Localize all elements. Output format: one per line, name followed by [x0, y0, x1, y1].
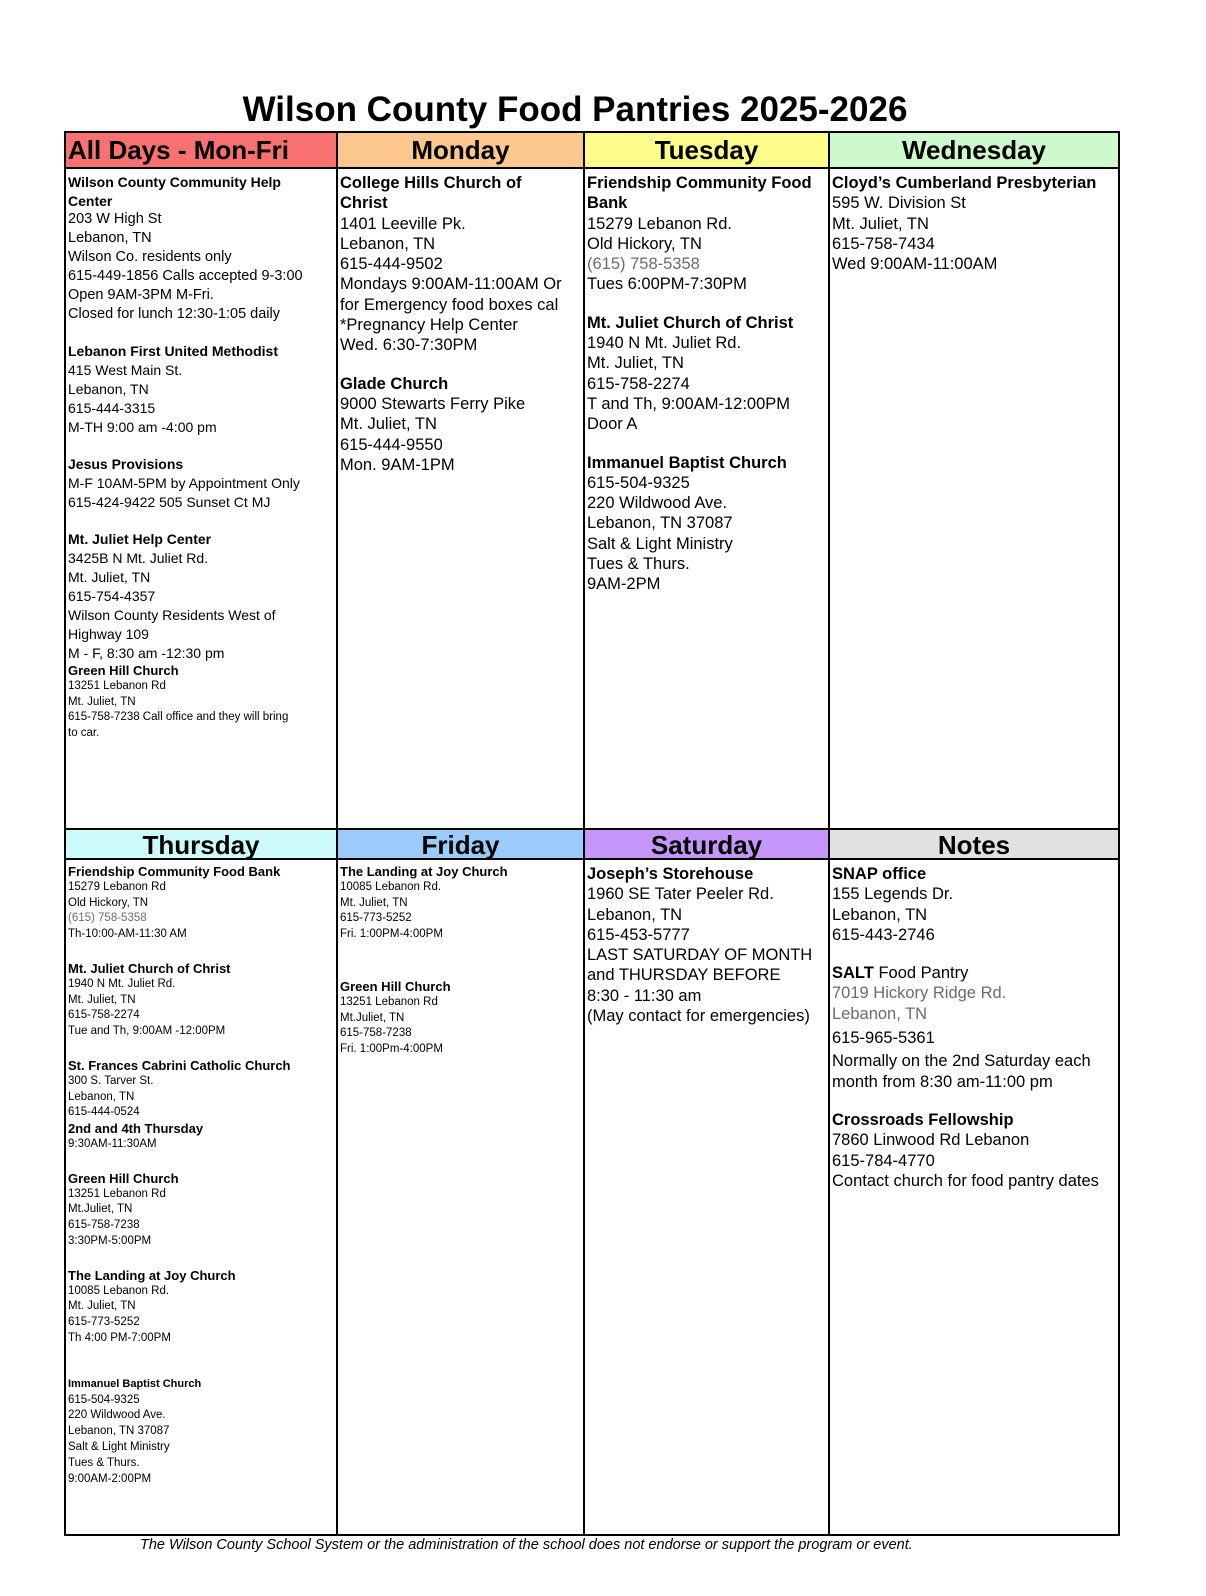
listing-detail-line: Closed for lunch 12:30-1:05 daily	[68, 306, 280, 322]
listing-salt-food-pantry	[832, 963, 1116, 1092]
listing-detail-line: 7860 Linwood Rd Lebanon	[832, 1131, 1030, 1150]
listing-detail-line: Mt. Juliet, TN	[340, 896, 408, 909]
listing-details	[587, 884, 826, 1026]
listing-detail-line: 595 W. Division St	[832, 194, 966, 213]
listing-details	[68, 474, 334, 512]
listing-detail-line: 615-758-7238	[68, 1219, 140, 1232]
listing-detail-line: 10085 Lebanon Rd.	[68, 1284, 170, 1297]
header-tuesday: Tuesday	[585, 133, 830, 169]
listing-hours: Tues 6:00PM-7:30PM	[587, 275, 747, 294]
listing-detail-line: Lebanon, TN	[68, 381, 149, 397]
listing-address: 15279 Lebanon Rd	[68, 880, 166, 893]
listing-cloyds-cumberland-presbyterian	[832, 173, 1116, 274]
listing-detail-line: Mt. Juliet, TN	[68, 993, 136, 1006]
listing-detail-line: and THURSDAY BEFORE	[587, 966, 781, 985]
listing-detail-line: 155 Legends Dr.	[832, 885, 954, 904]
listing-detail-line: 415 West Main St.	[68, 362, 183, 378]
listing-name-rest: Food Pantry	[873, 964, 969, 983]
listing-name: Friendship Community Food	[587, 174, 812, 192]
listing-detail-line: 615-424-9422 505 Sunset Ct MJ	[68, 494, 271, 510]
listing-name: Crossroads Fellowship	[832, 1110, 1014, 1129]
listing-details	[68, 977, 334, 1040]
listing-detail-line: 615-504-9325	[587, 473, 690, 492]
listing-address: 7019 Hickory Ridge Rd.	[832, 984, 1007, 1003]
listing-detail-line: Mt.Juliet, TN	[68, 1203, 133, 1216]
listing-detail-line: 9000 Stewarts Ferry Pike	[340, 394, 526, 413]
listing-detail-line: LAST SATURDAY OF MONTH	[587, 946, 813, 965]
header-saturday: Saturday	[585, 828, 830, 860]
listing-detail-line: 13251 Lebanon Rd	[68, 1187, 166, 1200]
listing-detail-line: 615-443-2746	[832, 925, 935, 944]
listing-name	[832, 963, 1116, 983]
listing-phone: (615) 758-5358	[587, 255, 700, 274]
listing-details	[832, 884, 1116, 945]
listing-green-hill-church	[340, 979, 581, 1058]
listing-mt-juliet-church-of-christ	[587, 313, 826, 435]
listing-detail-line: 615-453-5777	[587, 925, 690, 944]
listing-detail-line: Salt & Light Ministry	[587, 534, 733, 553]
listing-detail-line: 615-444-3315	[68, 400, 156, 416]
header-wednesday: Wednesday	[830, 133, 1118, 169]
cell-monday	[338, 169, 585, 828]
listing-name: Joseph’s Storehouse	[587, 865, 754, 883]
cell-all-days	[66, 169, 338, 828]
listing-schedule: 2nd and 4th Thursday	[68, 1121, 204, 1137]
listing-details	[68, 549, 334, 663]
listing-detail-line: Mon. 9AM-1PM	[340, 455, 455, 474]
listing-detail-line: Lebanon, TN 37087	[68, 1425, 170, 1438]
listing-name: Bank	[587, 194, 628, 213]
listing-detail-line: Wilson County Residents West of	[68, 607, 276, 623]
listing-address: 15279 Lebanon Rd.	[587, 214, 732, 233]
listing-detail-line: Lebanon, TN	[68, 230, 152, 246]
listing-name: Lebanon First United Methodist	[68, 343, 278, 359]
cell-notes	[830, 860, 1118, 1534]
listing-detail-line: Mt. Juliet, TN	[340, 415, 437, 434]
listing-name: Green Hill Church	[340, 978, 451, 994]
listing-hours: 9:30AM-11:30AM	[68, 1137, 157, 1150]
listing-name: Wilson County Community Help	[68, 174, 281, 190]
listing-detail-line: 8:30 - 11:30 am	[587, 986, 702, 1005]
listing-address: 300 S. Tarver St.	[68, 1074, 154, 1087]
listing-jesus-provisions	[68, 455, 334, 512]
listing-detail-line: Wilson Co. residents only	[68, 249, 232, 265]
listing-detail-line: 203 W High St	[68, 211, 162, 227]
listing-detail-line: Contact church for food pantry dates	[832, 1171, 1099, 1190]
listing-detail-line: 615-754-4357	[68, 588, 156, 604]
listing-detail-line: Tues & Thurs.	[68, 1456, 140, 1469]
page-title: Wilson County Food Pantries 2025-2026	[242, 90, 908, 129]
listing-name: Immanuel Baptist Church	[587, 453, 787, 472]
listing-immanuel-baptist-church	[68, 1377, 334, 1488]
listing-name: The Landing at Joy Church	[340, 864, 508, 879]
cell-tuesday	[585, 169, 830, 828]
listing-name: Jesus Provisions	[68, 456, 184, 472]
listing-details	[340, 394, 581, 475]
listing-glade-church	[340, 374, 581, 475]
listing-name: St. Frances Cabrini Catholic Church	[68, 1057, 291, 1073]
listing-name: Center	[68, 192, 113, 209]
listing-city: Old Hickory, TN	[68, 896, 149, 909]
listing-details	[68, 1187, 334, 1250]
listing-detail-line: Mt. Juliet, TN	[832, 214, 929, 233]
listing-name-bold: SALT	[832, 964, 874, 983]
listing-details	[68, 210, 334, 324]
listing-detail-line: Wed. 6:30-7:30PM	[340, 336, 478, 355]
header-notes: Notes	[830, 828, 1118, 860]
listing-wilson-county-community-help-center	[68, 173, 334, 324]
listing-detail-line: 615-758-2274	[587, 374, 690, 393]
listing-detail-line: Tue and Th, 9:00AM -12:00PM	[68, 1025, 226, 1038]
listing-name: Mt. Juliet Help Center	[68, 531, 212, 547]
listing-immanuel-baptist-church	[587, 453, 826, 595]
listing-detail-line: 3425B N Mt. Juliet Rd.	[68, 550, 209, 566]
listing-city: Old Hickory, TN	[587, 234, 702, 253]
listing-detail-line: 615-504-9325	[68, 1393, 140, 1406]
listing-detail-line: Open 9AM-3PM M-Fri.	[68, 287, 214, 303]
listing-detail-line: Mondays 9:00AM-11:00AM Or	[340, 275, 562, 294]
listing-detail-line: M-F 10AM-5PM by Appointment Only	[68, 475, 300, 491]
listing-green-hill-church	[68, 663, 334, 742]
cell-saturday	[585, 860, 830, 1534]
listing-details	[587, 333, 826, 434]
listing-name: Green Hill Church	[68, 663, 179, 678]
listing-detail-line: Tues & Thurs.	[587, 555, 690, 574]
listing-detail-line: 13251 Lebanon Rd	[340, 995, 438, 1008]
listing-detail-line: M-TH 9:00 am -4:00 pm	[68, 419, 217, 435]
listing-details	[340, 995, 581, 1058]
listing-details	[68, 361, 334, 437]
listing-detail-line: Highway 109	[68, 626, 149, 642]
disclaimer-footer: The Wilson County School System or the administration of the school does not endorse or support the program or event.	[140, 1537, 913, 1553]
cell-friday	[338, 860, 585, 1534]
listing-name: The Landing at Joy Church	[68, 1267, 236, 1283]
cell-thursday	[66, 860, 338, 1534]
listing-mt-juliet-church-of-christ	[68, 961, 334, 1040]
listing-detail-line: for Emergency food boxes cal	[340, 295, 559, 314]
listing-detail-line: 615-444-9502	[340, 255, 443, 274]
header-all-days: All Days - Mon-Fri	[66, 133, 338, 169]
listing-st-frances-cabrini-catholic-church	[68, 1058, 334, 1153]
header-friday: Friday	[338, 828, 585, 860]
listing-detail-line: 220 Wildwood Ave.	[68, 1409, 166, 1422]
listing-detail-line: Fri. 1:00Pm-4:00PM	[340, 1043, 443, 1056]
listing-detail-line: to car.	[68, 727, 100, 740]
listing-detail-line: 615-449-1856 Calls accepted 9-3:00	[68, 268, 303, 284]
listing-mt-juliet-help-center	[68, 530, 334, 663]
listing-detail-line: Wed 9:00AM-11:00AM	[832, 255, 998, 274]
listing-phone: 615-965-5361	[832, 1029, 935, 1048]
listing-crossroads-fellowship	[832, 1110, 1116, 1191]
listing-friendship-community-food-bank	[587, 173, 826, 295]
listing-josephs-storehouse	[587, 864, 826, 1026]
listing-name: College Hills Church of	[340, 174, 522, 192]
listing-friendship-community-food-bank	[68, 864, 334, 943]
header-thursday: Thursday	[66, 828, 338, 860]
listing-detail-line: 615-773-5252	[68, 1316, 140, 1329]
listing-college-hills-church-of-christ	[340, 173, 581, 356]
listing-details	[68, 1393, 334, 1488]
listing-name: Cloyd’s Cumberland Presbyterian	[832, 174, 1097, 192]
listing-detail-line: 3:30PM-5:00PM	[68, 1234, 152, 1247]
listing-name: SNAP office	[832, 865, 927, 883]
listing-detail-line: 615-758-7238 Call office and they will bring	[68, 711, 289, 724]
listing-name: Green Hill Church	[68, 1170, 179, 1186]
listing-detail-line: 1940 N Mt. Juliet Rd.	[587, 334, 742, 353]
listing-detail-line: 1401 Leeville Pk.	[340, 214, 466, 233]
listing-detail-line: Salt & Light Ministry	[68, 1440, 170, 1453]
listing-details	[68, 679, 334, 742]
listing-schedule: Normally on the 2nd Saturday each month from 8:30 am-11:00 pm	[832, 1052, 1091, 1091]
listing-detail-line: 615-758-2274	[68, 1009, 140, 1022]
listing-detail-line: Mt. Juliet, TN	[68, 695, 136, 708]
listing-phone: (615) 758-5358	[68, 912, 147, 925]
listing-green-hill-church	[68, 1171, 334, 1250]
listing-snap-office	[832, 864, 1116, 945]
listing-detail-line: Lebanon, TN	[832, 905, 928, 924]
listing-name: Mt. Juliet Church of Christ	[68, 960, 231, 976]
listing-details	[587, 473, 826, 595]
header-monday: Monday	[338, 133, 585, 169]
listing-detail-line: 615-444-9550	[340, 435, 443, 454]
listing-detail-line: Lebanon, TN	[340, 234, 436, 253]
listing-detail-line: Fri. 1:00PM-4:00PM	[340, 928, 443, 941]
listing-detail-line: 10085 Lebanon Rd.	[340, 880, 442, 893]
listing-details	[340, 214, 581, 356]
listing-detail-line: Th 4:00 PM-7:00PM	[68, 1331, 171, 1344]
listing-detail-line: (May contact for emergencies)	[587, 1007, 810, 1026]
listing-city: Lebanon, TN	[832, 1004, 928, 1023]
listing-the-landing-at-joy-church	[68, 1268, 334, 1347]
listing-detail-line: Lebanon, TN 37087	[587, 514, 733, 533]
listing-detail-line: M - F, 8:30 am -12:30 pm	[68, 645, 225, 661]
pantry-table	[64, 131, 1120, 1536]
cell-wednesday	[830, 169, 1118, 828]
listing-detail-line: T and Th, 9:00AM-12:00PM	[587, 394, 791, 413]
listing-phone: 615-444-0524	[68, 1106, 140, 1119]
listing-detail-line: 9:00AM-2:00PM	[68, 1472, 152, 1485]
listing-name: Glade Church	[340, 374, 449, 393]
listing-city: Lebanon, TN	[68, 1090, 135, 1103]
listing-detail-line: 615-758-7434	[832, 234, 935, 253]
listing-detail-line: 1960 SE Tater Peeler Rd.	[587, 885, 774, 904]
listing-detail-line: Mt. Juliet, TN	[587, 354, 684, 373]
listing-the-landing-at-joy-church	[340, 864, 581, 943]
listing-details	[832, 193, 1116, 274]
listing-detail-line: Door A	[587, 415, 638, 434]
listing-details	[340, 880, 581, 943]
listing-detail-line: 615-758-7238	[340, 1027, 412, 1040]
listing-detail-line: *Pregnancy Help Center	[340, 316, 518, 335]
listing-name: Friendship Community Food Bank	[68, 864, 281, 879]
listing-details	[68, 1284, 334, 1347]
listing-detail-line: Mt. Juliet, TN	[68, 1300, 136, 1313]
listing-detail-line: 615-773-5252	[340, 912, 412, 925]
listing-detail-line: 1940 N Mt. Juliet Rd.	[68, 977, 176, 990]
listing-name: Christ	[340, 194, 388, 213]
listing-detail-line: Mt. Juliet, TN	[68, 569, 151, 585]
listing-detail-line: 220 Wildwood Ave.	[587, 494, 728, 513]
listing-detail-line: 13251 Lebanon Rd	[68, 679, 166, 692]
listing-lebanon-first-united-methodist	[68, 342, 334, 437]
listing-name: Immanuel Baptist Church	[68, 1377, 202, 1390]
listing-details	[832, 1130, 1116, 1191]
listing-detail-line: 9AM-2PM	[587, 575, 661, 594]
listing-detail-line: Mt.Juliet, TN	[340, 1011, 405, 1024]
listing-detail-line: 615-784-4770	[832, 1151, 935, 1170]
listing-hours: Th-10:00-AM-11:30 AM	[68, 928, 187, 941]
listing-detail-line: Lebanon, TN	[587, 905, 683, 924]
listing-name: Mt. Juliet Church of Christ	[587, 313, 794, 332]
